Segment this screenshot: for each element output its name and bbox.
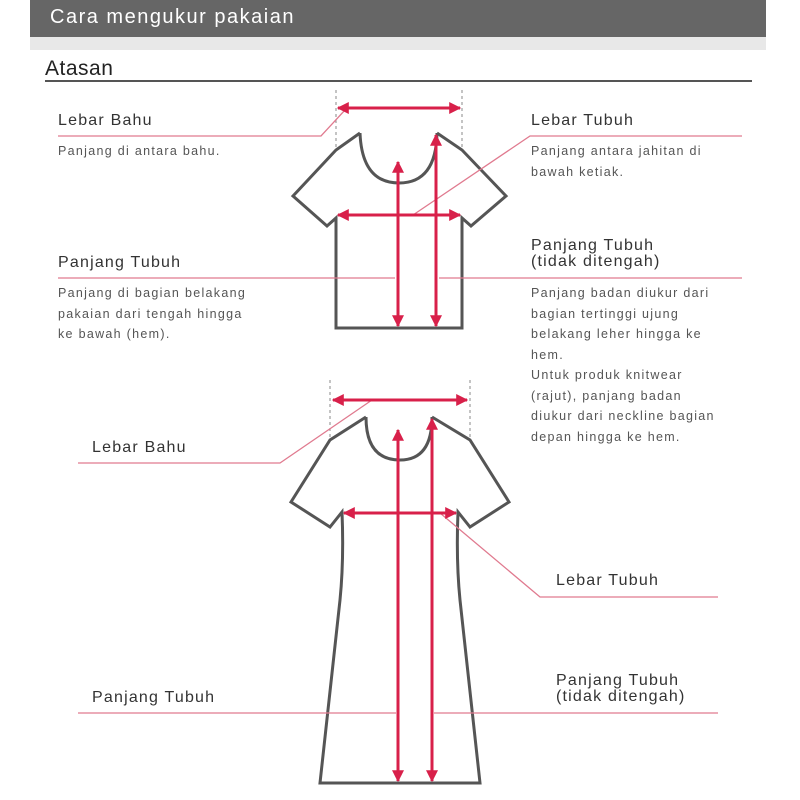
desc-body-length (58, 283, 246, 345)
desc-line: pakaian dari tengah hingga (58, 306, 243, 321)
desc-body-width (531, 141, 702, 182)
desc-body-length-offcenter (531, 283, 715, 447)
desc-shoulder-width: Panjang di antara bahu. (58, 144, 221, 158)
tshirt-guides (336, 90, 462, 150)
label-shoulder-width: Lebar Bahu (58, 112, 153, 129)
desc-line: hem. (531, 347, 564, 362)
label-line: (tidak ditengah) (556, 688, 686, 705)
label-line: (tidak ditengah) (531, 253, 661, 270)
dress-label-body-length-offcenter (556, 673, 686, 705)
label-line: Panjang Tubuh (556, 672, 680, 689)
desc-line: belakang leher hingga ke (531, 327, 702, 341)
desc-line: bawah ketiak. (531, 164, 625, 179)
label-body-length: Panjang Tubuh (58, 254, 182, 271)
label-body-length-offcenter (531, 238, 661, 270)
desc-line: depan hingga ke hem. (531, 429, 681, 444)
label-line: Panjang Tubuh (531, 237, 655, 254)
desc-line: Panjang antara jahitan di (531, 144, 702, 158)
tshirt-arrows (338, 108, 460, 326)
dress-guides (330, 380, 470, 440)
desc-line: Untuk produk knitwear (531, 368, 683, 382)
dress-label-body-width: Lebar Tubuh (556, 572, 660, 589)
dress-outline (291, 417, 509, 783)
dress-arrows (333, 400, 467, 781)
dress-label-shoulder-width: Lebar Bahu (92, 439, 187, 456)
desc-line: diukur dari neckline bagian (531, 409, 715, 423)
desc-line: bagian tertinggi ujung (531, 306, 680, 321)
desc-line: Panjang di bagian belakang (58, 286, 247, 300)
desc-line: ke bawah (hem). (58, 327, 171, 341)
desc-line: (rajut), panjang badan (531, 388, 682, 403)
dress-label-body-length: Panjang Tubuh (92, 689, 216, 706)
section-title: Atasan (45, 57, 114, 80)
label-body-width: Lebar Tubuh (531, 112, 635, 129)
desc-line: Panjang badan diukur dari (531, 286, 710, 300)
page-title: Cara mengukur pakaian (50, 6, 295, 28)
